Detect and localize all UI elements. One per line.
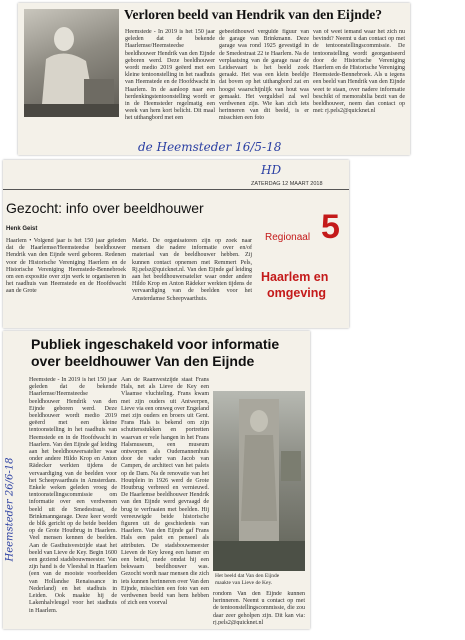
regional-number: 5 xyxy=(321,208,340,246)
article-title-line-2: over beeldhouwer Van den Eijnde xyxy=(31,353,255,369)
article-column-1: Haarlem • Volgend jaar is het 150 jaar geleden dat de Haarlemse/Heemsteedse beeldhouwer Hendrik van den Eijnde werd geboren. Redenen voor de Historische Vereniging Haerlem en de Historische Vereniging Heemstede-Bennebroek om een expositie over zijn werk te organiseren in het raadhuis van Heemstede en de Hoofdwacht aan de Grote xyxy=(6,238,126,295)
article-title: Gezocht: info over beeldhouwer xyxy=(6,200,204,216)
article-column-2: Markt. De organisatoren zijn op zoek naar mensen die nadere informatie over en/of materiaal van de beeldhouwer hebben. Zij kunnen contact opnemen met Remmert Pels, Rj.pelsz@quicknet.nl. Van den Eijnde gaf leiding aan het beeldhouwersatelier waar onder andere Hildo Krop en Anton Rädeker werkten tijdens de vervaardiging van de beelden voor het Amsterdamse Scheepvaarthuis. xyxy=(132,238,252,302)
handwritten-source-note: de Heemsteder 16/5-18 xyxy=(138,140,282,154)
article-column-2: Aan de Raamvestzijde staat Frans Hals, net als Lieve de Key een Vlaamse vluchteling. Frans kwam met zijn ouders uit Antwerpen, Lieve via een omweg over Engeland met zijn ouders en broers uit Gent. Frans Hals is bekend om zijn schuttersstukken en portretten waarvan er vele hangen in het Frans Halsmuseum, een museum ontworpen als Oudemannenhuis door de vader van Jacob van Campen, de architect van het paleis op de Dam. Na de renovatie van het Houtplein in 1926 werd de Grote Houtbrug verbreed en vernieuwd. De Haarlemse beeldhouwer Hendrik van den Eijnde werd gevraagd de brug te verfraaien met beelden. Hij vereeuwigde beide historische figuren uit de geschiedenis van Haarlem. Van den Eijnde gaf Frans Hals een palet en penseel als attributen. De stadsbouwmeester Lieven de Key kreeg een hamer en een beitel, mede omdat hij een bekwaam beeldhouwer was. Gezocht wordt naar mensen die zich iets kunnen herinneren over Van den Eijnde, misschien een foto van een verdwenen beeld van hem hebben of zich een voorval xyxy=(121,377,209,607)
article-column-1: Heemstede - In 2019 is het 150 jaar geleden dat de bekende Haarlemse/Heemsteedse beeldhouwer Hendrik van den Eijnde geboren werd. Deze beeldhouwer wordt medio 2019 geëerd met een kleine tentoonstelling in het raadhuis van Heemstede en de Hoofdwacht in Haarlem. In de aanloop naar een herdenkingstentoonstelling wordt er in de Heemsteder regelmatig een week van hem kort belicht. Dit maal het uithangbord met een xyxy=(125,29,215,122)
date-rule xyxy=(3,189,349,190)
photo-caption-line-2: maakte van Lieve de Key. xyxy=(215,580,273,586)
section-label-2: omgeving xyxy=(267,286,327,300)
photo-caption-line-1: Het beeld dat Van den Eijnde xyxy=(215,573,280,579)
statue-figure-icon xyxy=(24,9,119,117)
clipping-gezocht-info xyxy=(3,160,349,328)
statue-photo xyxy=(24,9,119,117)
article-title-line-1: Publiek ingeschakeld voor informatie xyxy=(31,336,280,352)
clipping-publiek-ingeschakeld xyxy=(3,331,310,629)
author-byline: Henk Geist xyxy=(6,226,38,232)
article-column-1: Heemstede - In 2019 is het 150 jaar geleden dat de bekende Haarlemse/Heemsteedse beeldhouwer Hendrik van den Eijnde geboren werd. Deze beeldhouwer wordt medio 2019 geëerd met een kleine tentoonstelling in het raadhuis van Heemstede en in de Hoofdwacht in Haarlem. Van den Eijnde gaf leiding aan het beeldhouwersatelier waar onder andere Hildo Krop en Anton Rädecker werkten tijdens de vervaardiging van de beelden voor het Scheepvaarthuis in Amsterdam. Enkele weken geleden vroeg de tentoonstellingscommissie om informatie over een verdwenen beeld uit de Smedestraat, de Brinkmanngarage. Deze keer wordt de blik gericht op de beide beelden op de Grote Houtbrug in Haarlem. Veel mensen kennen de beelden. Aan de Gasthuisvestzijde staat het beeld van Lieve de Key. Begin 1600 een geziend stadsbouwmeester. Van zijn hand is de Vleeshal in Haarlem (een van de mooiste voorbeelden van Hollandse Renaissance in Nederland) en het stadhuis in Leiden. Ook maakte hij de Lakenhalvleugel voor het stadhuis in Haarlem. xyxy=(29,377,117,613)
handwritten-source-note: Heemsteder 26/6-18 xyxy=(4,457,16,562)
statue-figure-icon xyxy=(213,391,305,571)
article-title: Verloren beeld van Hendrik van den Eijnde? xyxy=(124,7,383,22)
article-column-2: gebeeldhouwd vergulde figuur van de garage van Brinkmann. Deze garage was rond 1925 gevestigd in de Smedestraat 22 te Haarlem. Na de verplaatsing van de garage naar de Leidsevaart is het beeld zoek geraakt. Het was een klein beeldje dat boven op het uithangbord zat en hoogst waarschijnlijk van hout was gemaakt. Het verguldsel zal wel verdwenen zijn. Wie kan zich iets herinneren van dit beeld, is er misschien een foto xyxy=(219,29,309,122)
section-label-1: Haarlem en xyxy=(261,270,329,284)
article-column-3: rondom Van den Eijnde kunnen herinneren. Neemt u contact op met de tentoonstellingscommissie, die zou daar zeer geholpen zijn. Dit kan via: rj.pels2@quicknet.nl xyxy=(213,591,305,625)
regional-label: Regionaal xyxy=(265,232,311,243)
article-column-3: van of weet iemand waar het zich nu bevindt? Neemt u dan contact op met de tentoonstellingscommissie. De tentoonstelling wordt georganiseerd door de Historische Vereniging Haerlem en de Historische Vereniging Heemstede-Bennebroek. Als u iegens een beeld van Hendrik van den Eijnde weet te staan, over nadere informatie beschikt of memorabilia bezit van de beeldhouwer, neem dan contact op met: rj.pels2@quicknet.nl xyxy=(313,29,405,115)
publication-date: ZATERDAG 12 MAART 2018 xyxy=(251,181,323,187)
clipping-verloren-beeld xyxy=(18,3,410,155)
lieve-de-key-statue-photo xyxy=(213,391,305,571)
handwritten-hd-note: HD xyxy=(261,163,282,177)
